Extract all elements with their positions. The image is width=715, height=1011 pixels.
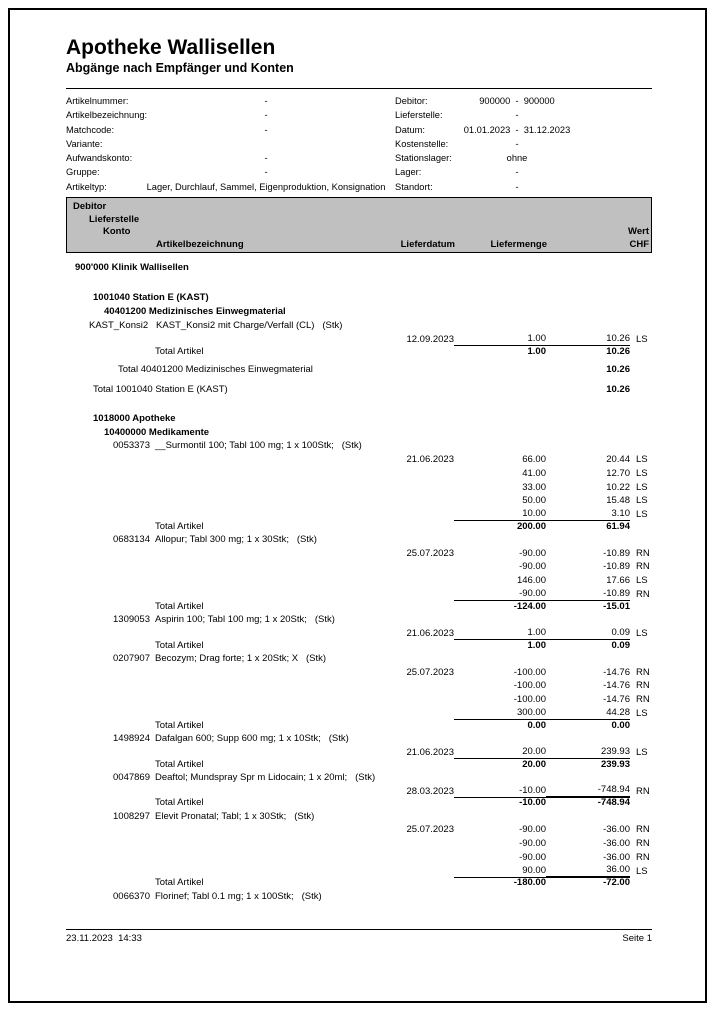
total-article-value: -748.94 <box>597 797 630 809</box>
article-description: __Surmontil 100; Tabl 100 mg; 1 x 100Stk; (Stk) <box>155 440 362 452</box>
movement-code: RN <box>636 851 650 863</box>
delivery-row <box>66 494 652 508</box>
filter-value: Lager, Durchlauf, Sammel, Eigenproduktion, Konsignation <box>146 181 386 192</box>
delivery-qty: 50.00 <box>522 495 546 507</box>
delivery-date <box>394 849 454 850</box>
delivery-date <box>394 600 454 601</box>
filter-value: - <box>515 110 519 121</box>
movement-code: RN <box>636 561 650 573</box>
article-label <box>66 440 652 452</box>
total-article-qty: 200.00 <box>516 520 546 532</box>
delivery-row <box>66 480 652 494</box>
total-article-qty: 20.00 <box>522 758 546 770</box>
col-header-konto: Konto <box>103 226 131 238</box>
delivery-qty: 33.00 <box>522 481 546 493</box>
delivery-date <box>394 877 454 878</box>
filter-value: - <box>264 124 268 135</box>
delivery-value: -748.94 <box>546 784 630 798</box>
col-header-lieferstelle: Lieferstelle <box>89 213 140 225</box>
movement-code: RN <box>636 547 650 559</box>
movement-code: LS <box>636 627 648 639</box>
delivery-qty: 10.00 <box>454 508 546 521</box>
delivery-row <box>66 573 652 587</box>
total-article-row <box>66 346 652 358</box>
filter-label: Matchcode: <box>66 124 115 135</box>
delivery-date <box>394 863 454 864</box>
page-number: Seite 1 <box>622 933 652 944</box>
filter-value: - <box>515 138 519 149</box>
total-article-qty: 1.00 <box>527 639 546 651</box>
delivery-qty: -10.00 <box>454 785 546 798</box>
header-divider <box>66 88 652 89</box>
delivery-row <box>66 679 652 693</box>
filter-label: Lager: <box>395 167 422 178</box>
delivery-value: 15.48 <box>606 495 630 507</box>
delivery-qty: -100.00 <box>513 693 546 705</box>
movement-code: RN <box>636 824 650 836</box>
article-row <box>66 318 652 332</box>
filter-value: 01.01.2023 - 31.12.2023 <box>463 124 571 135</box>
total-article-value: -15.01 <box>603 600 630 612</box>
total-article-label: Total Artikel <box>155 797 204 809</box>
delivery-row <box>66 546 652 560</box>
customer-group-label: 900'000 Klinik Wallisellen <box>75 261 189 273</box>
delivery-row <box>66 850 652 864</box>
filter-value: - <box>264 153 268 164</box>
total-article-qty: -124.00 <box>513 600 546 612</box>
delivery-value: -10.89 <box>603 547 630 559</box>
movement-code: RN <box>636 837 650 849</box>
delivery-row <box>66 587 652 601</box>
filter-value: - <box>264 96 268 106</box>
total-article-row <box>66 759 652 771</box>
movement-code: LS <box>636 467 648 479</box>
filter-row <box>66 107 652 121</box>
delivery-qty: 66.00 <box>522 454 546 466</box>
delivery-qty: 300.00 <box>454 707 546 720</box>
delivery-qty: -90.00 <box>519 824 546 836</box>
delivery-qty: 20.00 <box>454 746 546 759</box>
article-code: 0683134 <box>113 534 150 546</box>
page-footer <box>66 929 652 944</box>
delivery-row <box>66 745 652 759</box>
delivery-qty: -90.00 <box>454 588 546 601</box>
filter-label: Kostenstelle: <box>395 138 449 149</box>
delivery-row <box>66 864 652 878</box>
filter-row <box>66 122 652 136</box>
filter-section <box>66 93 652 193</box>
movement-code: LS <box>636 707 648 719</box>
delivery-qty: 146.00 <box>516 575 546 587</box>
filter-label: Standort: <box>395 181 433 192</box>
filter-value: - <box>264 110 268 121</box>
total-article-label: Total Artikel <box>155 345 204 357</box>
delivery-value: 10.22 <box>606 481 630 493</box>
total-article-label: Total Artikel <box>155 758 204 770</box>
article-row <box>66 809 652 823</box>
col-header-chf: CHF <box>629 238 649 250</box>
delivery-date <box>394 586 454 587</box>
spacer <box>66 376 652 383</box>
filter-label: Variante: <box>66 138 103 149</box>
delivery-row <box>66 507 652 521</box>
article-code: 0053373 <box>113 440 150 452</box>
delivery-value: -36.00 <box>603 837 630 849</box>
movement-code: RN <box>636 666 650 678</box>
filter-row <box>66 164 652 178</box>
total-article-row <box>66 797 652 809</box>
delivery-value: 36.00 <box>546 864 630 878</box>
filter-label: Artikelbezeichnung: <box>66 110 148 121</box>
filter-label: Lieferstelle: <box>395 110 443 121</box>
article-label <box>66 534 652 546</box>
spacer <box>66 396 652 411</box>
total-station-value: 10.26 <box>606 384 630 396</box>
delivery-value: 44.28 <box>546 707 630 720</box>
report-content <box>66 36 652 903</box>
delivery-row <box>66 706 652 720</box>
delivery-row <box>66 836 652 850</box>
movement-code: LS <box>636 746 648 758</box>
article-description: Florinef; Tabl 0.1 mg; 1 x 100Stk; (Stk) <box>155 890 322 902</box>
delivery-qty: 41.00 <box>522 467 546 479</box>
delivery-qty: 1.00 <box>454 627 546 640</box>
delivery-qty: 90.00 <box>454 865 546 878</box>
delivery-value: 10.26 <box>546 333 630 346</box>
filter-label: Stationslager: <box>395 153 452 164</box>
account-group-row <box>66 304 652 318</box>
article-label <box>66 733 652 745</box>
article-description: Becozym; Drag forte; 1 x 20Stk; X (Stk) <box>155 652 327 664</box>
total-account-label: Total 40401200 Medizinisches Einwegmaterial <box>118 363 313 375</box>
filter-value: 900000 - 900000 <box>479 96 555 106</box>
spacer <box>66 274 652 291</box>
delivery-qty: -90.00 <box>519 837 546 849</box>
total-article-qty: -10.00 <box>519 797 546 809</box>
article-label: KAST_Konsi2 KAST_Konsi2 mit Charge/Verfall (CL) (Stk) <box>89 319 343 331</box>
total-station-label: Total 1001040 Station E (KAST) <box>93 384 228 396</box>
table-header <box>66 197 652 253</box>
report-subtitle: Abgänge nach Empfänger und Konten <box>66 61 294 75</box>
filter-label: Aufwandskonto: <box>66 153 133 164</box>
print-datetime: 23.11.2023 14:33 <box>66 933 142 944</box>
article-code: 0066370 <box>113 890 150 902</box>
movement-code: RN <box>636 588 650 600</box>
total-article-row <box>66 877 652 889</box>
filter-label: Datum: <box>395 124 425 135</box>
movement-code: RN <box>636 785 650 797</box>
filter-row <box>66 136 652 150</box>
article-code: 0207907 <box>113 652 150 664</box>
total-article-row <box>66 720 652 732</box>
delivery-row <box>66 452 652 466</box>
delivery-qty: -90.00 <box>519 851 546 863</box>
delivery-value: 20.44 <box>606 454 630 466</box>
movement-code: RN <box>636 693 650 705</box>
article-description: Deaftol; Mundspray Spr m Lidocain; 1 x 20ml; (Stk) <box>155 771 376 783</box>
article-label <box>66 772 652 784</box>
total-article-value: 0.00 <box>611 719 630 731</box>
movement-code: RN <box>636 680 650 692</box>
total-station-row <box>66 383 652 397</box>
delivery-value: 0.09 <box>546 627 630 640</box>
total-article-label: Total Artikel <box>155 877 204 889</box>
delivery-date: 21.06.2023 <box>406 454 454 466</box>
filter-value: - <box>264 167 268 178</box>
col-header-artikelbezeichnung: Artikelbezeichnung <box>156 238 244 250</box>
delivery-date: 25.07.2023 <box>406 824 454 836</box>
article-code: 1008297 <box>113 810 150 822</box>
col-header-debitor: Debitor <box>73 201 107 213</box>
movement-code: LS <box>636 454 648 466</box>
delivery-date <box>394 572 454 573</box>
station-group-label: 1018000 Apotheke <box>93 413 176 425</box>
delivery-value: 239.93 <box>546 746 630 759</box>
total-account-value: 10.26 <box>606 363 630 375</box>
delivery-date: 12.09.2023 <box>406 333 454 345</box>
table-header-row-columns <box>67 239 651 252</box>
article-description: Aspirin 100; Tabl 100 mg; 1 x 20Stk; (Stk) <box>155 614 335 626</box>
article-description: Dafalgan 600; Supp 600 mg; 1 x 10Stk; (Stk) <box>155 732 349 744</box>
total-article-row <box>66 521 652 533</box>
col-header-liefermenge: Liefermenge <box>490 238 547 250</box>
delivery-date: 28.03.2023 <box>406 785 454 797</box>
filter-label: Artikelnummer: <box>66 96 129 106</box>
total-article-qty: -180.00 <box>513 877 546 889</box>
delivery-date: 25.07.2023 <box>406 547 454 559</box>
movement-code: LS <box>636 575 648 587</box>
filter-row <box>66 179 652 193</box>
delivery-value: -14.76 <box>603 693 630 705</box>
delivery-value: -10.89 <box>546 588 630 601</box>
delivery-value: -36.00 <box>603 851 630 863</box>
total-article-value: 239.93 <box>600 758 630 770</box>
delivery-qty: -90.00 <box>519 561 546 573</box>
delivery-row <box>66 665 652 679</box>
delivery-date: 21.06.2023 <box>406 746 454 758</box>
delivery-row <box>66 784 652 798</box>
station-group-label: 1001040 Station E (KAST) <box>93 292 209 304</box>
total-article-qty: 0.00 <box>527 719 546 731</box>
delivery-row <box>66 692 652 706</box>
total-article-value: 0.09 <box>611 639 630 651</box>
movement-code: LS <box>636 495 648 507</box>
article-label <box>66 811 652 823</box>
delivery-qty: 1.00 <box>454 333 546 346</box>
movement-code: LS <box>636 333 648 345</box>
col-header-lieferdatum: Lieferdatum <box>400 238 455 250</box>
account-group-row <box>66 425 652 439</box>
account-group-label: 40401200 Medizinisches Einwegmaterial <box>104 306 286 318</box>
filter-label: Gruppe: <box>66 167 100 178</box>
total-article-value: 10.26 <box>606 345 630 357</box>
total-article-row <box>66 640 652 652</box>
total-article-label: Total Artikel <box>155 600 204 612</box>
report-title: Apotheke Wallisellen <box>66 36 276 59</box>
total-article-value: -72.00 <box>603 877 630 889</box>
delivery-date <box>394 520 454 521</box>
delivery-row <box>66 560 652 574</box>
delivery-row <box>66 823 652 837</box>
article-code: 1498924 <box>113 732 150 744</box>
col-header-wert: Wert <box>628 226 649 238</box>
delivery-qty: -100.00 <box>513 666 546 678</box>
article-row <box>66 651 652 665</box>
delivery-value: -36.00 <box>603 824 630 836</box>
delivery-row <box>66 626 652 640</box>
filter-row <box>66 93 652 107</box>
delivery-date <box>394 691 454 692</box>
delivery-date <box>394 705 454 706</box>
movement-code: LS <box>636 508 648 520</box>
report-body <box>66 260 652 902</box>
delivery-value: 3.10 <box>546 508 630 521</box>
article-row <box>66 731 652 745</box>
delivery-date <box>394 719 454 720</box>
delivery-value: -14.76 <box>603 666 630 678</box>
filter-value: - <box>515 181 519 192</box>
station-group-row <box>66 411 652 425</box>
filter-label: Debitor: <box>395 96 428 106</box>
total-article-label: Total Artikel <box>155 520 204 532</box>
total-article-label: Total Artikel <box>155 719 204 731</box>
article-row <box>66 770 652 784</box>
delivery-value: -14.76 <box>603 680 630 692</box>
article-label <box>66 891 652 903</box>
delivery-date <box>394 506 454 507</box>
total-article-label: Total Artikel <box>155 639 204 651</box>
delivery-date <box>394 493 454 494</box>
article-row <box>66 532 652 546</box>
account-group-label: 10400000 Medikamente <box>104 426 210 438</box>
delivery-qty: -90.00 <box>519 547 546 559</box>
article-label <box>66 614 652 626</box>
delivery-date <box>394 479 454 480</box>
article-description: Allopur; Tabl 300 mg; 1 x 30Stk; (Stk) <box>155 534 317 546</box>
delivery-value: 17.66 <box>606 575 630 587</box>
station-group-row <box>66 291 652 305</box>
filter-row <box>66 150 652 164</box>
delivery-row <box>66 466 652 480</box>
delivery-qty: -100.00 <box>513 680 546 692</box>
movement-code: LS <box>636 865 648 877</box>
total-article-row <box>66 601 652 613</box>
delivery-date: 21.06.2023 <box>406 627 454 639</box>
article-row <box>66 612 652 626</box>
filter-value: ohne <box>506 153 528 164</box>
movement-code: LS <box>636 481 648 493</box>
total-article-value: 61.94 <box>606 520 630 532</box>
delivery-value: -10.89 <box>603 561 630 573</box>
delivery-value: 12.70 <box>606 467 630 479</box>
article-description: Elevit Pronatal; Tabl; 1 x 30Stk; (Stk) <box>155 810 315 822</box>
table-header-row-konto <box>67 226 651 239</box>
delivery-row <box>66 332 652 346</box>
customer-group-row <box>66 260 652 274</box>
article-code: 1309053 <box>113 614 150 626</box>
article-row <box>66 439 652 453</box>
delivery-date: 25.07.2023 <box>406 666 454 678</box>
total-article-qty: 1.00 <box>527 345 546 357</box>
filter-label: Artikeltyp: <box>66 181 107 192</box>
total-account-row <box>66 362 652 376</box>
article-code: 0047869 <box>113 771 150 783</box>
article-row <box>66 889 652 903</box>
filter-value: - <box>515 167 519 178</box>
article-label <box>66 653 652 665</box>
